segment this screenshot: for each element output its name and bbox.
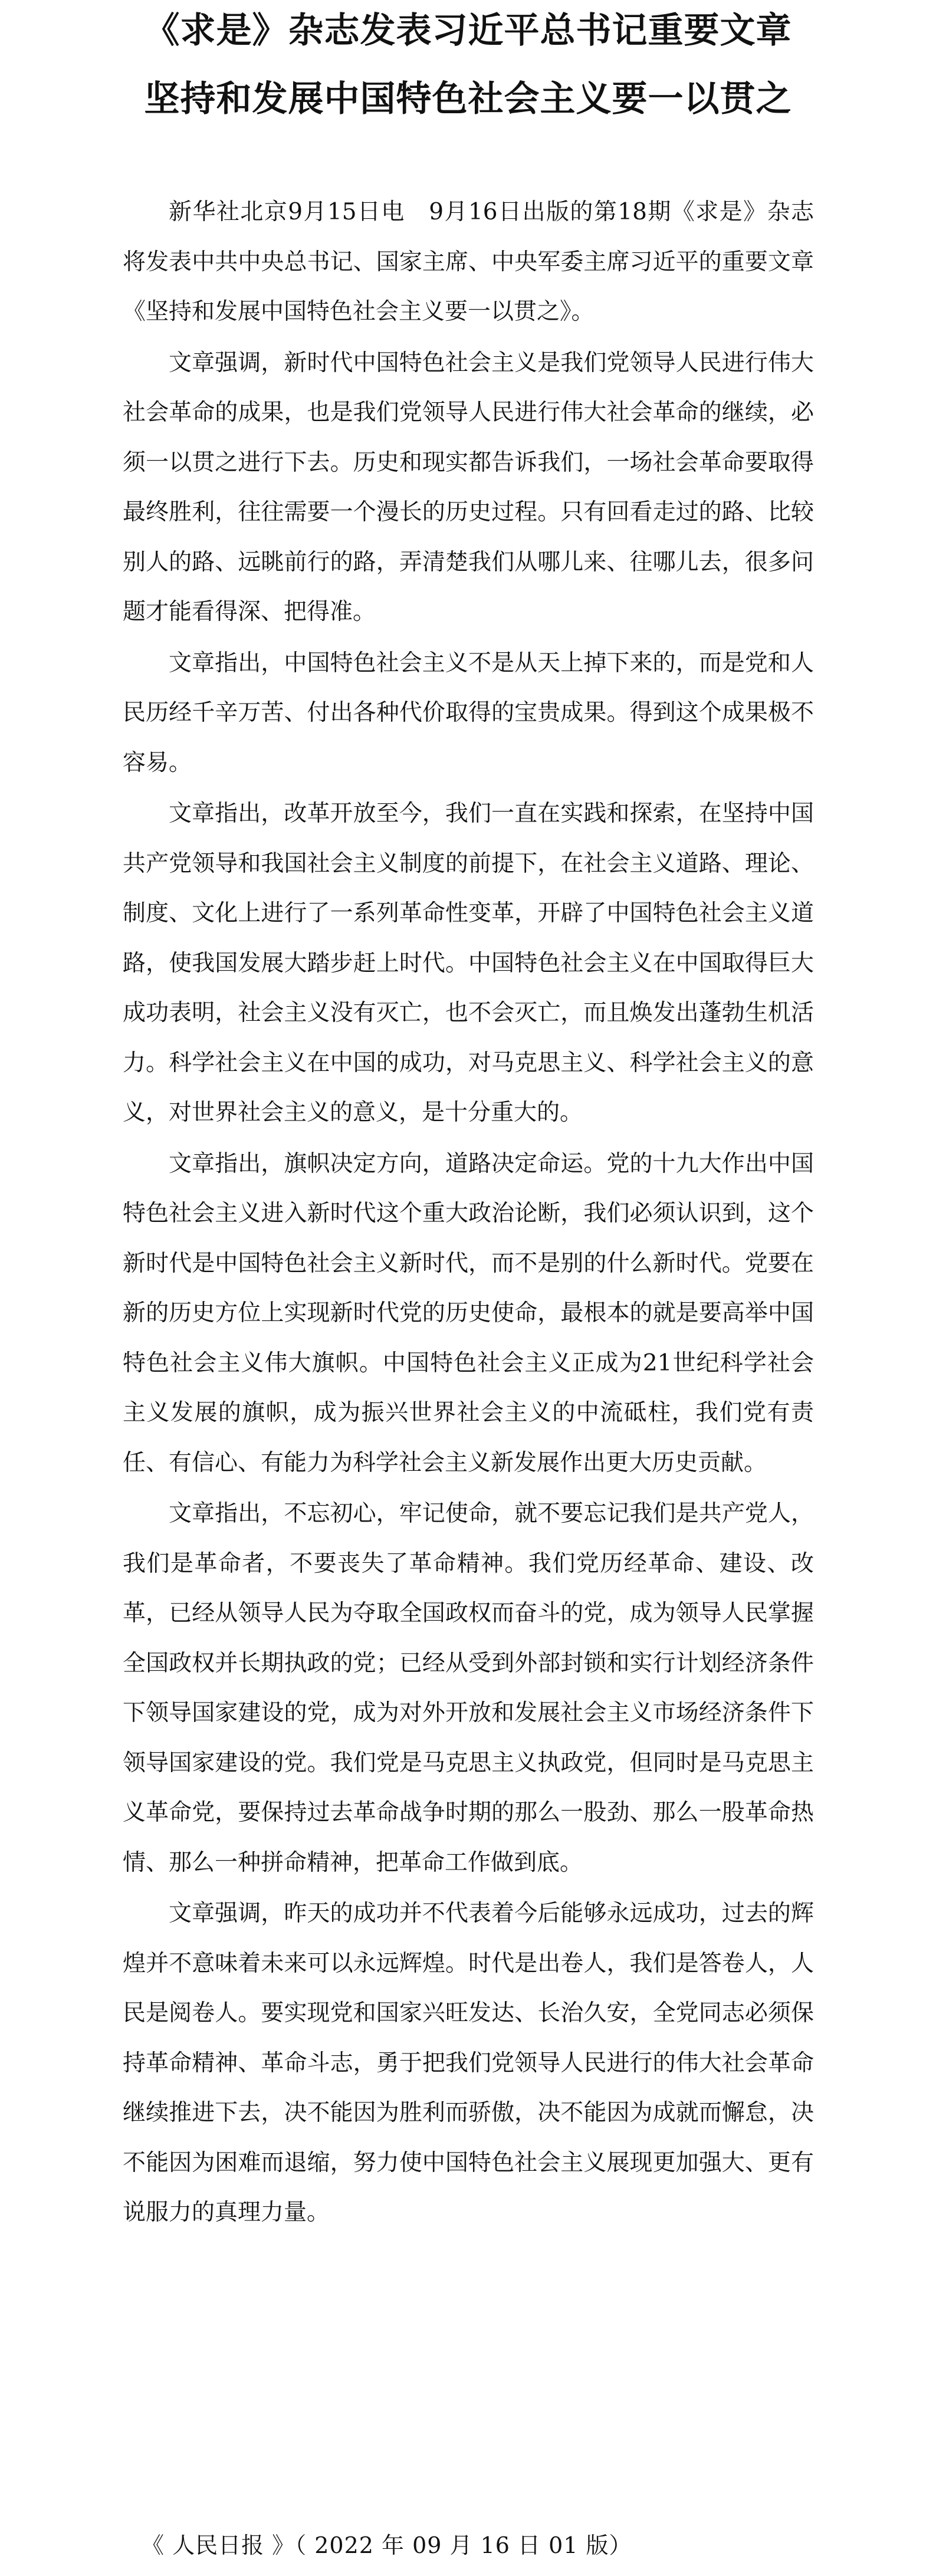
- paragraph: 文章指出，旗帜决定方向，道路决定命运。党的十九大作出中国特色社会主义进入新时代这个重大政治论断，我们必须认识到，这个新时代是中国特色社会主义新时代，而不是别的什么新时代。党要在新的历史方位上实现新时代党的历史使命，最根本的就是要高举中国特色社会主义伟大旗帜。中国特色社会主义正成为21世纪科学社会主义发展的旗帜，成为振兴世界社会主义的中流砥柱，我们党有责任、有信心、有能力为科学社会主义新发展作出更大历史贡献。: [123, 1150, 814, 1476]
- paragraph: 新华社北京9月15日电 9月16日出版的第18期《求是》杂志将发表中共中央总书记、国家主席、中央军委主席习近平的重要文章《坚持和发展中国特色社会主义要一以贯之》。: [123, 199, 814, 325]
- source-footer: [142, 2528, 632, 2563]
- title-line-1: 《求是》杂志发表习近平总书记重要文章: [144, 10, 792, 51]
- source-citation: 《 人民日报 》（ 2022 年 09 月 16 日 01 版）: [142, 2532, 632, 2558]
- paragraph: 文章指出，改革开放至今，我们一直在实践和探索，在坚持中国共产党领导和我国社会主义制度的前提下，在社会主义道路、理论、制度、文化上进行了一系列革命性变革，开辟了中国特色社会主义道路，使我国发展大踏步赶上时代。中国特色社会主义在中国取得巨大成功表明，社会主义没有灭亡，也不会灭亡，而且焕发出蓬勃生机活力。科学社会主义在中国的成功，对马克思主义、科学社会主义的意义，对世界社会主义的意义，是十分重大的。: [123, 800, 814, 1126]
- paragraph: 文章指出，不忘初心，牢记使命，就不要忘记我们是共产党人，我们是革命者，不要丧失了革命精神。我们党历经革命、建设、改革，已经从领导人民为夺取全国政权而奋斗的党，成为领导人民掌握全国政权并长期执政的党；已经从受到外部封锁和实行计划经济条件下领导国家建设的党，成为对外开放和发展社会主义市场经济条件下领导国家建设的党。我们党是马克思主义执政党，但同时是马克思主义革命党，要保持过去革命战争时期的那么一股劲、那么一股革命热情、那么一种拼命精神，把革命工作做到底。: [123, 1500, 814, 1876]
- paragraph: 文章强调，昨天的成功并不代表着今后能够永远成功，过去的辉煌并不意味着未来可以永远辉煌。时代是出卷人，我们是答卷人，人民是阅卷人。要实现党和国家兴旺发达、长治久安，全党同志必须保持革命精神、革命斗志，勇于把我们党领导人民进行的伟大社会革命继续推进下去，决不能因为胜利而骄傲，决不能因为成就而懈怠，决不能因为困难而退缩，努力使中国特色社会主义展现更加强大、更有说服力的真理力量。: [123, 1900, 814, 2226]
- paragraph: 文章强调，新时代中国特色社会主义是我们党领导人民进行伟大社会革命的成果，也是我们党领导人民进行伟大社会革命的继续，必须一以贯之进行下去。历史和现实都告诉我们，一场社会革命要取得最终胜利，往往需要一个漫长的历史过程。只有回看走过的路、比较别人的路、远眺前行的路，弄清楚我们从哪儿来、往哪儿去，很多问题才能看得深、把得准。: [123, 349, 814, 625]
- article-body: [123, 188, 814, 2239]
- title-line-2: 坚持和发展中国特色社会主义要一以贯之: [144, 78, 792, 120]
- paragraph: 文章指出，中国特色社会主义不是从天上掉下来的，而是党和人民历经千辛万苦、付出各种代价取得的宝贵成果。得到这个成果极不容易。: [123, 649, 814, 776]
